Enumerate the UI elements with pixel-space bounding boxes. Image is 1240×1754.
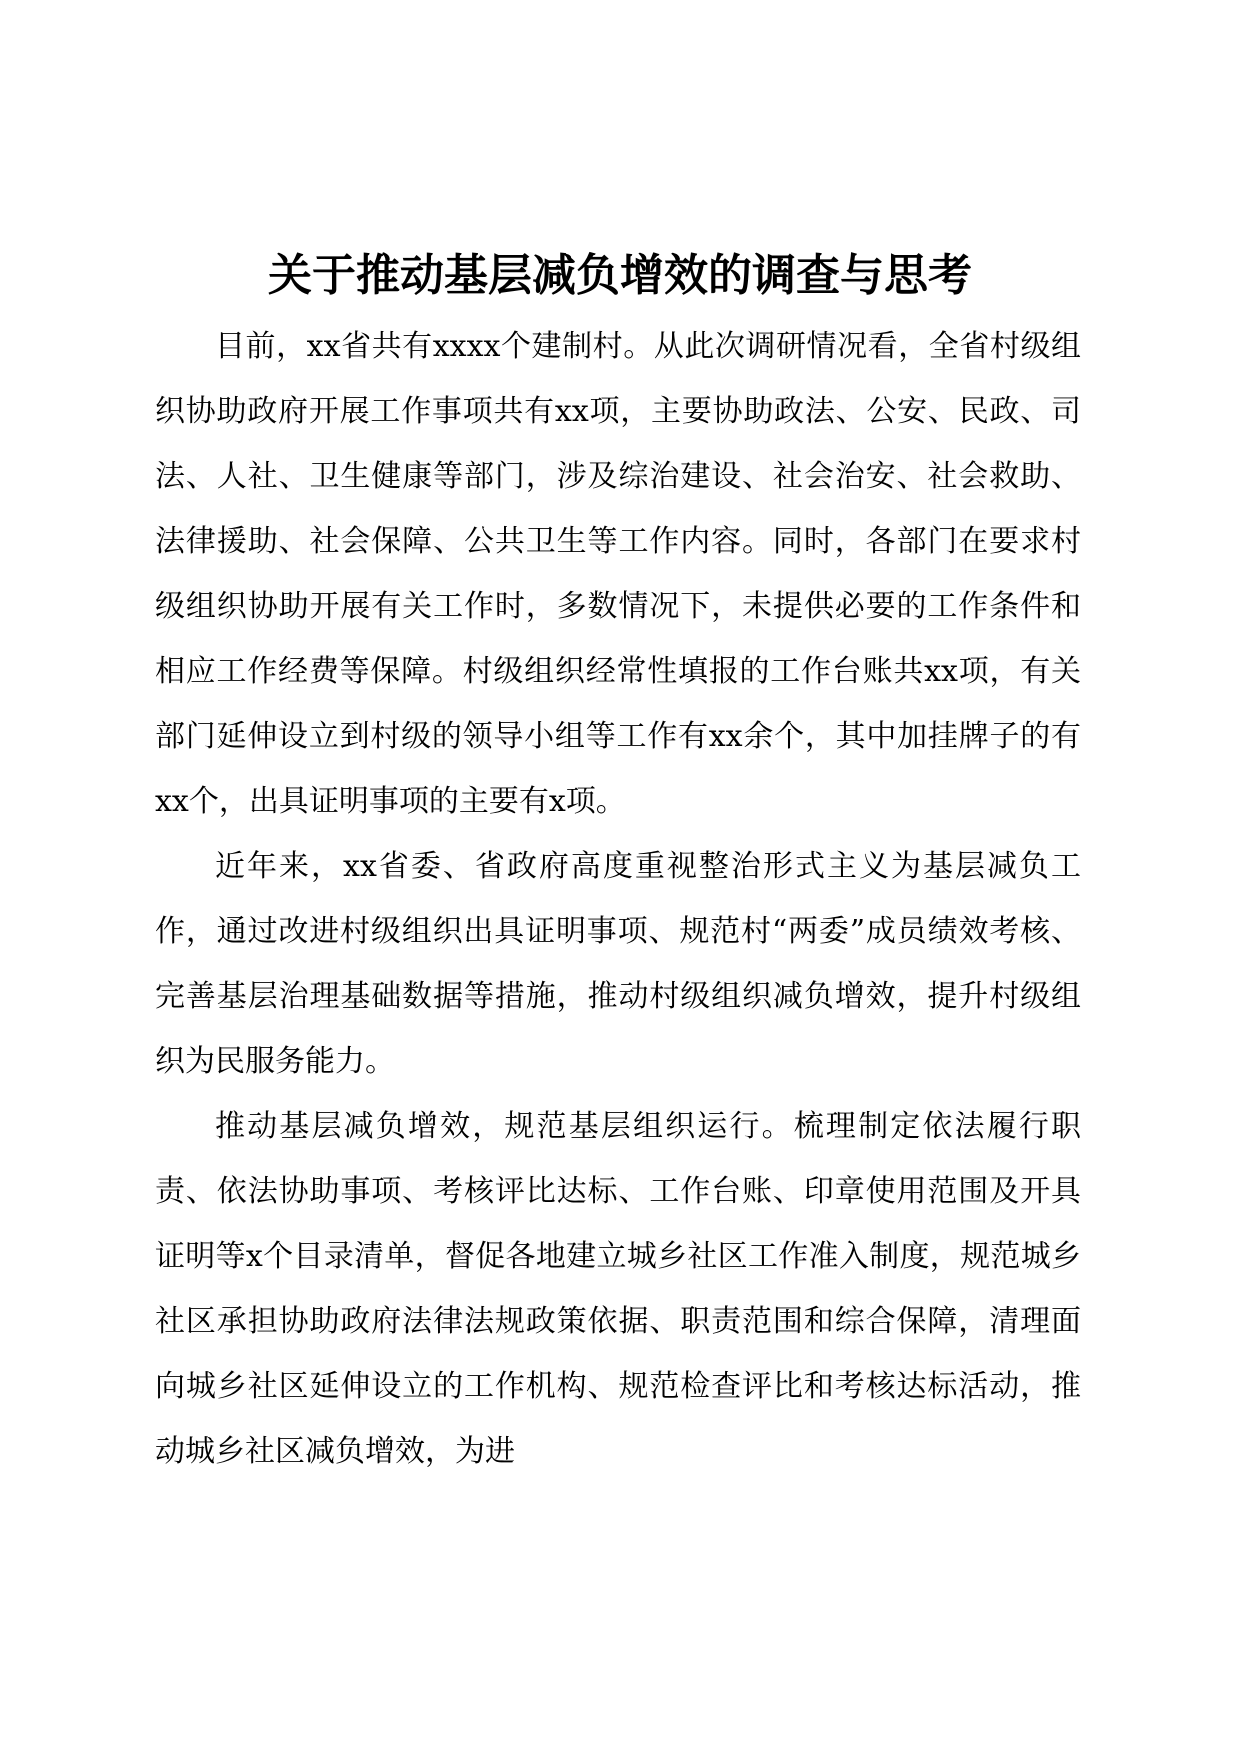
- paragraph-1: 目前，xx省共有xxxx个建制村。从此次调研情况看，全省村级组织协助政府开展工作事项共有xx项，主要协助政法、公安、民政、司法、人社、卫生健康等部门，涉及综治建设、社会治安、社会救助、法律援助、社会保障、公共卫生等工作内容。同时，各部门在要求村级组织协助开展有关工作时，多数情况下，未提供必要的工作条件和相应工作经费等保障。村级组织经常性填报的工作台账共xx项，有关部门延伸设立到村级的领导小组等工作有xx余个，其中加挂牌子的有xx个，出具证明事项的主要有x项。: [155, 329, 1081, 819]
- paragraph-3: 推动基层减负增效，规范基层组织运行。梳理制定依法履行职责、依法协助事项、考核评比达标、工作台账、印章使用范围及开具证明等x个目录清单，督促各地建立城乡社区工作准入制度，规范城乡社区承担协助政府法律法规政策依据、职责范围和综合保障，清理面向城乡社区延伸设立的工作机构、规范检查评比和考核达标活动，推动城乡社区减负增效，为进: [155, 1109, 1081, 1469]
- document-body: [155, 314, 1081, 1484]
- document-title: 关于推动基层减负增效的调查与思考: [268, 250, 972, 301]
- paragraph-2: 近年来，xx省委、省政府高度重视整治形式主义为基层减负工作，通过改进村级组织出具证明事项、规范村“两委”成员绩效考核、完善基层治理基础数据等措施，推动村级组织减负增效，提升村级组织为民服务能力。: [155, 849, 1081, 1079]
